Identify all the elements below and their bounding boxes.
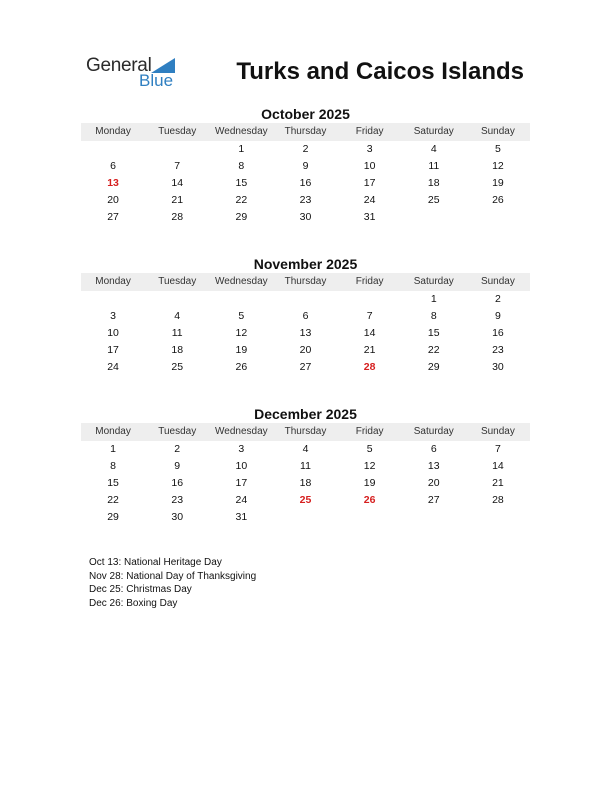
month-title: October 2025 [261,106,350,122]
day-cell: 27 [299,361,312,373]
day-cell: 11 [300,460,311,472]
day-cell: 10 [363,160,376,172]
week-row [81,158,530,175]
day-cell: 3 [366,143,373,155]
day-cell: 30 [171,511,184,523]
day-cell: 20 [299,344,312,356]
week-row [81,475,530,492]
month-calendar [81,105,530,226]
day-cell: 4 [430,143,437,155]
week-row [81,342,530,359]
day-cell: 21 [363,344,376,356]
day-cell: 28 [171,211,184,223]
weekday-label: Monday [95,426,131,437]
week-row [81,458,530,475]
logo-text-blue: Blue [139,71,174,90]
week-row [81,175,530,192]
weekday-header [81,423,530,441]
weekday-header [81,273,530,291]
day-cell [466,509,530,526]
day-cell [402,509,466,526]
weekday-label: Wednesday [215,276,268,287]
holiday-item: Oct 13: National Heritage Day [89,557,222,568]
day-cell: 22 [235,194,248,206]
day-cell: 6 [110,160,116,172]
day-cell: 8 [238,160,245,172]
day-cell: 15 [235,177,248,189]
weekday-label: Monday [95,276,131,287]
day-cell: 18 [171,344,184,356]
day-cell: 8 [110,460,116,472]
week-row [81,509,530,526]
weekday-label: Thursday [284,426,327,437]
day-cell: 7 [366,310,373,322]
week-row [81,209,530,226]
day-cell: 14 [171,177,184,189]
day-cell: 18 [427,177,440,189]
day-cell: 1 [430,293,437,305]
day-cell: 21 [492,477,504,489]
holiday-day-cell: 25 [299,494,312,506]
day-cell: 6 [302,310,309,322]
day-cell: 25 [427,194,440,206]
day-cell: 3 [238,443,245,455]
day-cell: 18 [299,477,312,489]
day-cell: 2 [495,293,501,305]
holiday-day-cell: 26 [363,494,376,506]
day-cell: 26 [235,361,248,373]
day-cell: 11 [171,327,183,339]
day-cell [273,509,337,526]
day-cell: 19 [235,344,248,356]
day-cell: 29 [235,211,248,223]
holiday-item: Dec 25: Christmas Day [89,584,192,595]
week-row [81,192,530,209]
day-cell: 17 [235,477,248,489]
day-cell: 24 [235,494,248,506]
day-cell [81,291,145,308]
day-cell: 14 [492,460,504,472]
day-cell: 21 [171,194,184,206]
page-title: Turks and Caicos Islands [236,58,524,85]
day-cell: 15 [427,327,440,339]
day-cell [81,141,145,158]
day-cell: 1 [110,443,116,455]
holiday-day-cell: 28 [363,361,376,373]
day-cell [209,291,273,308]
day-cell: 10 [235,460,248,472]
holiday-item: Nov 28: National Day of Thanksgiving [89,570,257,582]
day-cell: 22 [427,344,440,356]
day-cell: 31 [235,511,248,523]
day-cell: 1 [238,143,245,155]
weekday-label: Saturday [413,426,454,437]
day-cell: 3 [110,310,116,322]
day-cell: 14 [363,327,376,339]
day-cell: 5 [366,443,373,455]
week-row [81,359,530,376]
week-row [81,492,530,509]
week-row [81,308,530,325]
day-cell: 23 [492,344,504,356]
day-cell: 5 [495,143,501,155]
weekday-label: Thursday [284,126,327,137]
day-cell: 9 [302,160,309,172]
day-cell: 23 [299,194,312,206]
holiday-day-cell: 13 [107,177,119,189]
day-cell [273,291,337,308]
weekday-label: Friday [355,426,384,437]
day-cell: 2 [174,443,181,455]
weekday-label: Friday [355,126,384,137]
holiday-item: Dec 26: Boxing Day [89,597,178,609]
day-cell: 27 [427,494,440,506]
weekday-header [81,123,530,141]
month-calendar [81,405,530,526]
day-cell: 27 [107,211,119,223]
day-cell: 11 [428,160,440,172]
day-cell: 13 [427,460,440,472]
day-cell: 12 [235,327,248,339]
weekday-label: Monday [95,126,131,137]
day-cell: 22 [107,494,119,506]
day-cell: 2 [302,143,309,155]
day-cell: 12 [492,160,504,172]
day-cell [466,209,530,226]
day-cell: 5 [238,310,245,322]
day-cell: 13 [299,327,312,339]
month-calendar [81,255,530,376]
weekday-label: Sunday [480,126,515,137]
week-row [81,141,530,158]
day-cell: 29 [107,511,119,523]
day-cell: 25 [171,361,184,373]
day-cell: 8 [430,310,437,322]
week-row [81,441,530,458]
day-cell: 20 [107,194,119,206]
day-cell: 31 [363,211,376,223]
weekday-label: Saturday [413,276,454,287]
weekday-label: Sunday [480,276,515,287]
weekday-label: Wednesday [215,126,268,137]
day-cell: 16 [171,477,184,489]
day-cell: 24 [363,194,376,206]
day-cell [338,509,402,526]
day-cell: 17 [107,344,119,356]
month-title: November 2025 [253,256,358,272]
day-cell: 7 [495,443,501,455]
day-cell: 23 [171,494,184,506]
day-cell: 16 [492,327,504,339]
day-cell: 12 [363,460,376,472]
day-cell [402,209,466,226]
weekday-label: Friday [355,276,384,287]
weekday-label: Wednesday [215,426,268,437]
day-cell: 9 [495,310,501,322]
day-cell: 9 [174,460,181,472]
day-cell: 16 [299,177,312,189]
week-row [81,291,530,308]
week-row [81,325,530,342]
logo-text-general: General [86,55,152,76]
day-cell: 24 [107,361,119,373]
day-cell: 17 [363,177,376,189]
weekday-label: Tuesday [158,126,197,137]
weekday-label: Thursday [284,276,327,287]
holiday-list [89,556,256,610]
day-cell: 7 [174,160,181,172]
day-cell: 19 [363,477,376,489]
month-title: December 2025 [254,406,357,422]
weekday-label: Sunday [480,426,515,437]
day-cell [338,291,402,308]
day-cell: 28 [492,494,504,506]
weekday-label: Tuesday [158,276,197,287]
day-cell: 29 [427,361,440,373]
generalblue-logo [86,55,196,93]
day-cell: 4 [174,310,181,322]
day-cell: 6 [430,443,437,455]
day-cell: 19 [492,177,504,189]
day-cell: 20 [427,477,440,489]
day-cell: 15 [107,477,119,489]
day-cell [145,291,209,308]
day-cell: 26 [492,194,504,206]
day-cell [145,141,209,158]
day-cell: 30 [299,211,312,223]
day-cell: 4 [302,443,309,455]
weekday-label: Saturday [413,126,454,137]
day-cell: 30 [492,361,504,373]
weekday-label: Tuesday [158,426,197,437]
day-cell: 10 [107,327,119,339]
